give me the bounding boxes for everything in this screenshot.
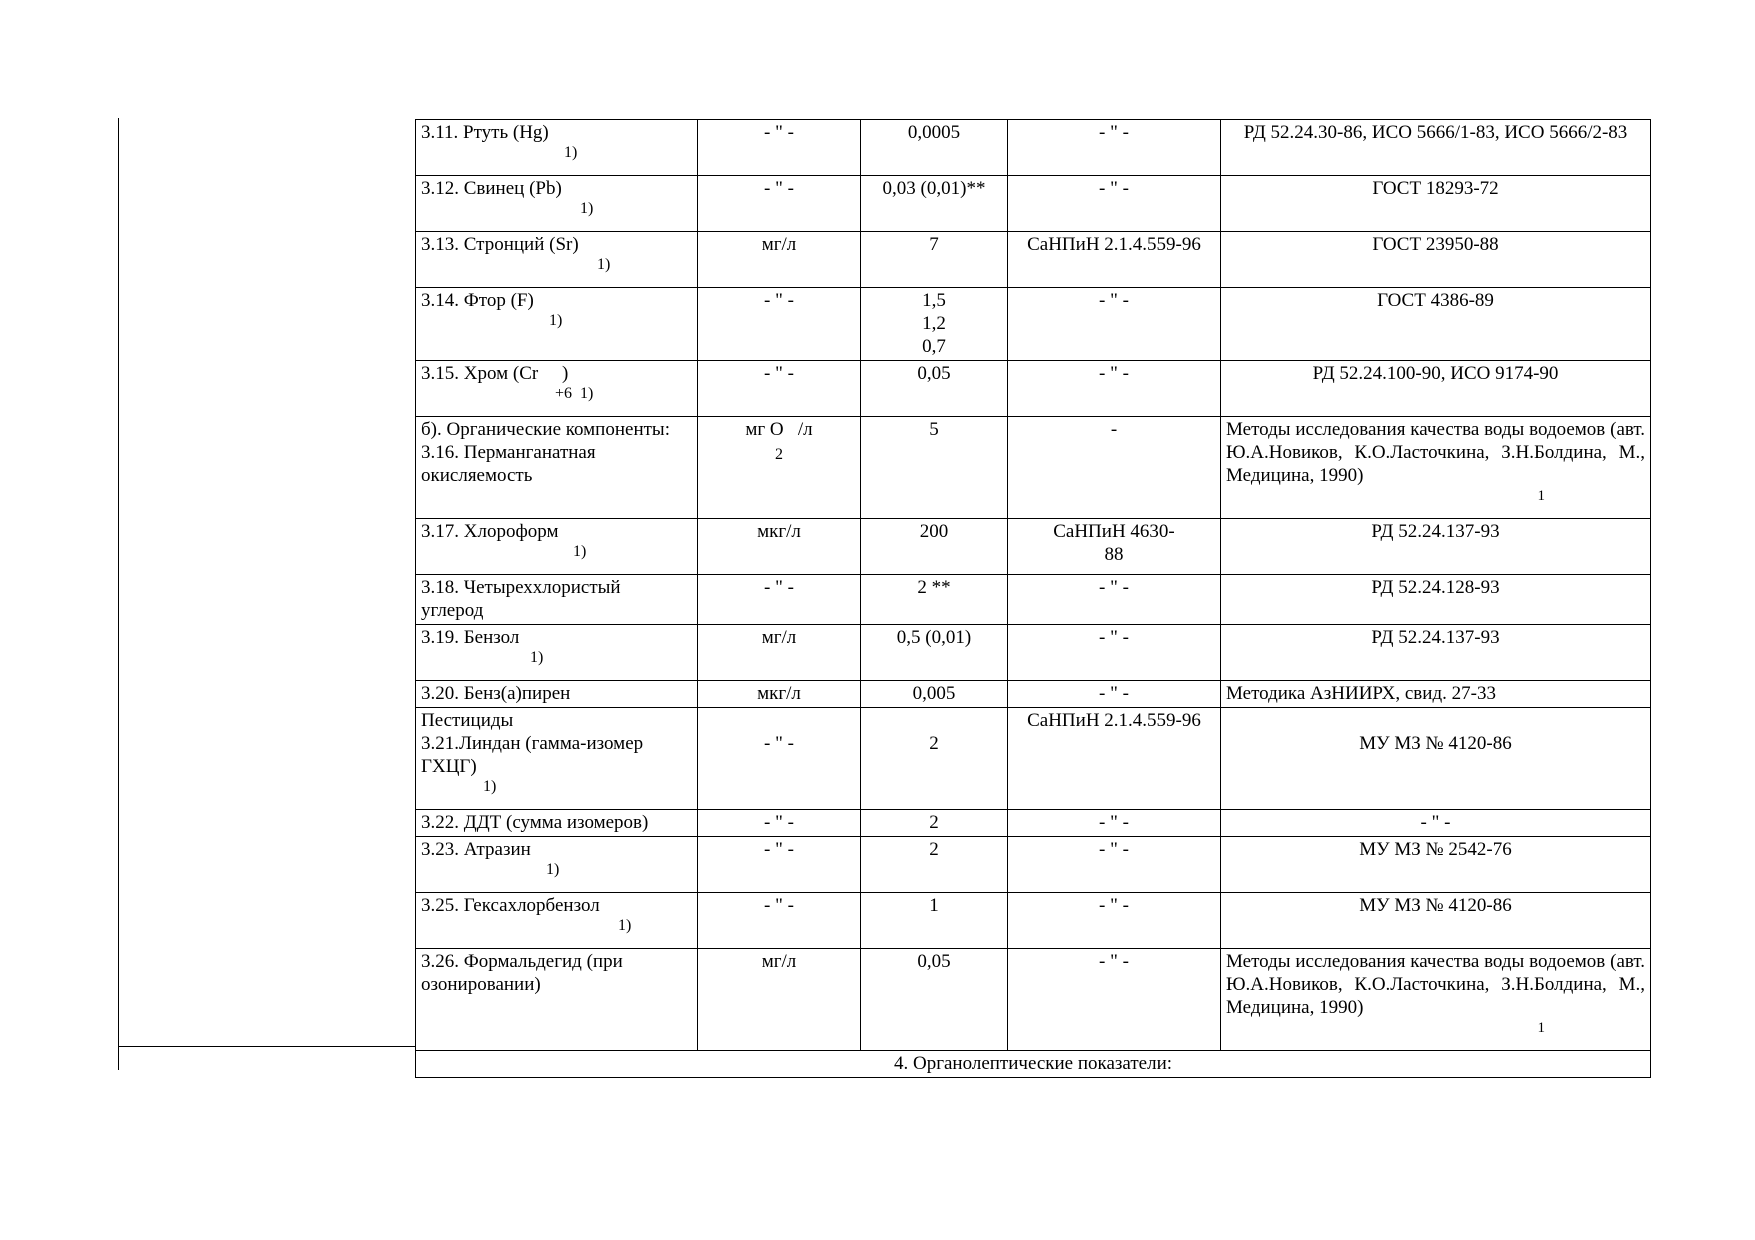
norm-document-cell: - bbox=[1008, 417, 1221, 519]
norm-document-cell: - " - bbox=[1008, 288, 1221, 361]
unit-cell: - " - bbox=[698, 361, 861, 417]
unit-cell: - " - bbox=[698, 810, 861, 837]
indicator-name: 3.19. Бензол 1) bbox=[416, 625, 698, 681]
value-cell: 5 bbox=[861, 417, 1008, 519]
norm-document-cell: - " - bbox=[1008, 681, 1221, 708]
table-row bbox=[416, 232, 1651, 288]
norm-document-cell: - " - bbox=[1008, 625, 1221, 681]
table-row bbox=[416, 575, 1651, 625]
method-cell: Методика АзНИИРХ, свид. 27-33 bbox=[1221, 681, 1651, 708]
method-cell: РД 52.24.30-86, ИСО 5666/1-83, ИСО 5666/2-83 bbox=[1221, 120, 1651, 176]
indicator-name: 3.12. Свинец (Pb) 1) bbox=[416, 176, 698, 232]
method-cell: - " - bbox=[1221, 810, 1651, 837]
norm-document-cell: - " - bbox=[1008, 810, 1221, 837]
unit-cell: мг/л bbox=[698, 625, 861, 681]
method-cell: МУ МЗ № 4120-86 bbox=[1221, 708, 1651, 810]
left-section-divider bbox=[118, 1046, 416, 1047]
table-row bbox=[416, 681, 1651, 708]
table-row bbox=[416, 837, 1651, 893]
method-cell: ГОСТ 18293-72 bbox=[1221, 176, 1651, 232]
method-cell: РД 52.24.137-93 bbox=[1221, 519, 1651, 575]
method-cell: РД 52.24.128-93 bbox=[1221, 575, 1651, 625]
value-cell bbox=[861, 288, 1008, 361]
value-cell: 200 bbox=[861, 519, 1008, 575]
indicator-name: 3.20. Бенз(а)пирен bbox=[416, 681, 698, 708]
method-cell: РД 52.24.100-90, ИСО 9174-90 bbox=[1221, 361, 1651, 417]
norm-document-cell: СаНПиН 4630-88 bbox=[1008, 519, 1221, 575]
indicator-name: 3.26. Формальдегид (при озонировании) bbox=[416, 949, 698, 1051]
table-row bbox=[416, 708, 1651, 810]
method-cell: ГОСТ 4386-89 bbox=[1221, 288, 1651, 361]
norm-document-cell: СаНПиН 2.1.4.559-96 bbox=[1008, 232, 1221, 288]
value-cell: 1 bbox=[861, 893, 1008, 949]
unit-cell: - " - bbox=[698, 120, 861, 176]
norm-document-cell: - " - bbox=[1008, 893, 1221, 949]
table-row bbox=[416, 949, 1651, 1051]
table-row bbox=[416, 288, 1651, 361]
table-row bbox=[416, 1051, 1651, 1078]
norm-document-cell: - " - bbox=[1008, 361, 1221, 417]
value-cell: 0,05 bbox=[861, 949, 1008, 1051]
left-margin-line bbox=[118, 118, 119, 1070]
unit-cell: мг/л bbox=[698, 949, 861, 1051]
indicator-name: 3.18. Четыреххлористый углерод bbox=[416, 575, 698, 625]
norm-document-cell: - " - bbox=[1008, 837, 1221, 893]
unit-cell: - " - bbox=[698, 288, 861, 361]
method-cell: ГОСТ 23950-88 bbox=[1221, 232, 1651, 288]
method-cell: Методы исследования качества воды водоемов (авт. Ю.А.Новиков, К.О.Ласточкина, З.Н.Болдина, М., Медицина, 1990) 1 bbox=[1221, 417, 1651, 519]
value-line: 1,5 bbox=[922, 290, 946, 311]
indicator-name: 3.23. Атразин 1) bbox=[416, 837, 698, 893]
unit-cell: - " - bbox=[698, 708, 861, 810]
indicator-name: 3.14. Фтор (F) 1) bbox=[416, 288, 698, 361]
table-row bbox=[416, 810, 1651, 837]
value-cell: 0,05 bbox=[861, 361, 1008, 417]
value-cell: 2 bbox=[861, 837, 1008, 893]
group-label: Пестициды bbox=[421, 710, 514, 731]
value-cell: 2 bbox=[861, 708, 1008, 810]
indicator-label: 3.16. Перманганатная окисляемость bbox=[421, 442, 596, 486]
section-label: б). Органические компоненты: bbox=[421, 419, 670, 440]
value-line: 0,7 bbox=[922, 336, 946, 357]
unit-cell: мкг/л bbox=[698, 519, 861, 575]
norm-document-cell: СаНПиН 2.1.4.559-96 bbox=[1008, 708, 1221, 810]
value-cell: 0,0005 bbox=[861, 120, 1008, 176]
table-row bbox=[416, 893, 1651, 949]
norm-document-cell: - " - bbox=[1008, 949, 1221, 1051]
section-header: 4. Органолептические показатели: bbox=[416, 1051, 1651, 1078]
value-cell: 0,03 (0,01)** bbox=[861, 176, 1008, 232]
value-line: 1,2 bbox=[922, 313, 946, 334]
indicator-name: 3.25. Гексахлорбензол 1) bbox=[416, 893, 698, 949]
table-row bbox=[416, 176, 1651, 232]
table-row bbox=[416, 120, 1651, 176]
norm-document-cell: - " - bbox=[1008, 575, 1221, 625]
table-row bbox=[416, 519, 1651, 575]
unit-cell: мг/л bbox=[698, 232, 861, 288]
indicator-name: 3.15. Хром (Cr ) +6 1) bbox=[416, 361, 698, 417]
unit-cell: мг О /л 2 bbox=[698, 417, 861, 519]
unit-cell: - " - bbox=[698, 837, 861, 893]
value-cell: 0,005 bbox=[861, 681, 1008, 708]
table-row bbox=[416, 625, 1651, 681]
method-cell: РД 52.24.137-93 bbox=[1221, 625, 1651, 681]
value-cell: 0,5 (0,01) bbox=[861, 625, 1008, 681]
value-cell: 2 ** bbox=[861, 575, 1008, 625]
unit-cell: - " - bbox=[698, 575, 861, 625]
table-row bbox=[416, 417, 1651, 519]
indicator-name: 3.22. ДДТ (сумма изомеров) bbox=[416, 810, 698, 837]
unit-cell: - " - bbox=[698, 893, 861, 949]
indicator-name: Пестициды 3.21.Линдан (гамма-изомер ГХЦГ) 1) bbox=[416, 708, 698, 810]
indicator-name: 3.11. Ртуть (Hg) 1) bbox=[416, 120, 698, 176]
value-cell: 2 bbox=[861, 810, 1008, 837]
method-cell: МУ МЗ № 4120-86 bbox=[1221, 893, 1651, 949]
norm-document-cell: - " - bbox=[1008, 176, 1221, 232]
unit-cell: мкг/л bbox=[698, 681, 861, 708]
norm-document-cell: - " - bbox=[1008, 120, 1221, 176]
indicator-name bbox=[416, 417, 698, 519]
table-row bbox=[416, 361, 1651, 417]
water-quality-table bbox=[415, 119, 1651, 1078]
method-cell: МУ МЗ № 2542-76 bbox=[1221, 837, 1651, 893]
method-cell: Методы исследования качества воды водоемов (авт. Ю.А.Новиков, К.О.Ласточкина, З.Н.Болдина, М., Медицина, 1990) 1 bbox=[1221, 949, 1651, 1051]
indicator-label: 3.21.Линдан (гамма-изомер ГХЦГ) bbox=[421, 733, 644, 777]
indicator-name: 3.13. Стронций (Sr) 1) bbox=[416, 232, 698, 288]
indicator-name: 3.17. Хлороформ 1) bbox=[416, 519, 698, 575]
value-cell: 7 bbox=[861, 232, 1008, 288]
unit-cell: - " - bbox=[698, 176, 861, 232]
